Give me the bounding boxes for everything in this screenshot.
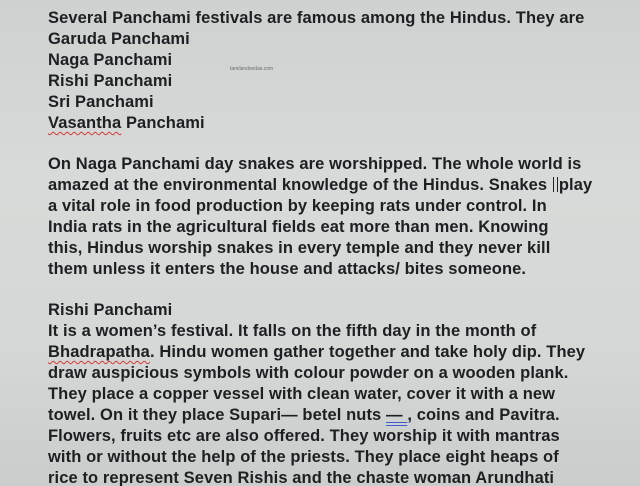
naga-line: this, Hindus worship snakes in every temple and they never kill: [48, 239, 551, 257]
festival-item: Sri Panchami: [48, 93, 154, 111]
paragraph-gap: [48, 134, 633, 154]
naga-line: a vital role in food production by keeping rats under control. In: [48, 197, 547, 215]
festival-item: Vasantha Panchami: [48, 114, 205, 132]
rishi-line: Flowers, fruits etc are also offered. They worship it with mantras: [48, 427, 560, 445]
naga-line: amazed at the environmental knowledge of the Hindus. Snakes play: [48, 176, 593, 194]
grammar-flag[interactable]: —: [386, 406, 408, 424]
naga-line: On Naga Panchami day snakes are worshipped. The whole world is: [48, 155, 582, 173]
rishi-line: They place a copper vessel with clean water, cover it with a new: [48, 385, 556, 403]
rishi-line: draw auspicious symbols with colour powder on a wooden plank.: [48, 364, 569, 382]
spellcheck-word[interactable]: Bhadrapatha: [48, 343, 150, 361]
watermark: tamilandvedas.com: [230, 66, 274, 72]
spellcheck-word[interactable]: Vasantha: [48, 114, 122, 132]
festival-item: Rishi Panchami: [48, 72, 173, 90]
paragraph-gap: [48, 280, 633, 300]
intro-line: Several Panchami festivals are famous among the Hindus. They are: [48, 9, 585, 27]
rishi-line: It is a women’s festival. It falls on the fifth day in the month of: [48, 322, 537, 340]
rishi-line: with or without the help of the priests. They place eight heaps of: [48, 448, 559, 466]
naga-line: India rats in the agricultural fields eat more than men. Knowing: [48, 218, 549, 236]
festival-item: Naga Panchami: [48, 51, 173, 69]
document-body[interactable]: [48, 8, 633, 486]
text-cursor-icon: [553, 177, 558, 192]
rishi-line: Bhadrapatha. Hindu women gather together and take holy dip. They: [48, 343, 586, 361]
rishi-line: towel. On it they place Supari— betel nuts — , coins and Pavitra.: [48, 406, 560, 424]
rishi-line: rice to represent Seven Rishis and the chaste woman Arundhati: [48, 469, 555, 486]
naga-line: them unless it enters the house and attacks/ bites someone.: [48, 260, 527, 278]
festival-item: Garuda Panchami: [48, 30, 190, 48]
rishi-heading: Rishi Panchami: [48, 301, 173, 319]
